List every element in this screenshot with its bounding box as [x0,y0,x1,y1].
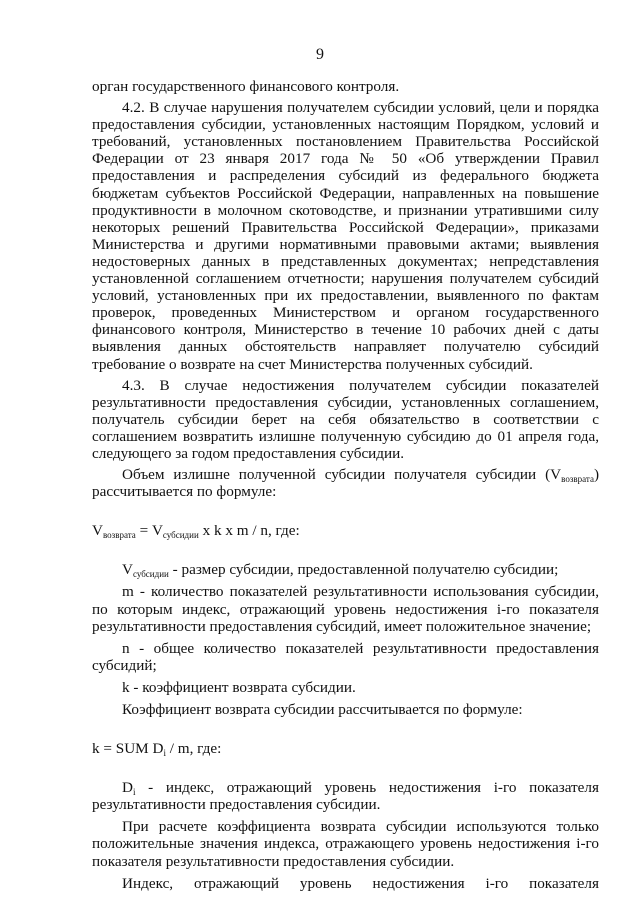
paragraph-4-3: 4.3. В случае недостижения получателем субсидии показателей результативности предоставления субсидии, установленных соглашением, получатель субсидии берет на себя обязательство в соответствии с соглашением возвратить излишне полученную субсидию до 01 апреля года, следующего за годом предоставления субсидии. [92,376,599,462]
definition-d [92,779,599,813]
definition-text: - размер субсидии, предоставленной получателю субсидии; [168,561,559,579]
formula-operator: = [135,522,152,540]
formula-symbol: V [92,522,103,540]
text-fragment: ) рассчитывается по формуле: [92,466,599,501]
subscript: возврата [561,474,594,485]
formula-symbol: V [151,522,163,540]
subscript: субсидии [162,530,199,541]
formula-left: k = SUM D [92,740,164,758]
paragraph-4-2: 4.2. В случае нарушения получателем субсидии условий, цели и порядка предоставления субсидии, установленных настоящим Порядком, условий и требований, установленных постановлением Правительства Российской Федерации от 23 января 2017 года № 50 «Об утверждении Правил предоставления и распределения субсидий из федерального бюджета бюджетам субъектов Российской Федерации, направленных на повышение продуктивности в молочном скотоводстве, и признании утратившими силу некоторых решений Правительства Российской Федерации», приказами Министерства и другими нормативными правовыми актами; выявления недостоверных данных в представленных документах; непредставления установленной соглашением отчетности; нарушения получателем субсидий условий, установленных при их предоставлении, выявленного по фактам проверок, проведенных Министерством и органом государственного финансового контроля, Министерство в течение 10 рабочих дней с даты выявления данных обстоятельств направляет получателю субсидий требование о возврате на счет Министерства полученных субсидий. [92,99,599,373]
subscript: возврата [102,530,136,541]
subscript: i [163,748,166,759]
definition-symbol: V [122,561,133,579]
definition-symbol: D [122,779,133,797]
formula-refund-volume [92,522,599,539]
definition-n: n - общее количество показателей результативности предоставления субсидий; [92,639,599,674]
formula-rest: / m, где: [165,740,222,758]
text-fragment: Объем излишне полученной субсидии получателя субсидии (V [122,466,562,484]
paragraph-index: Индекс, отражающий уровень недостижения i-го показателя [122,874,599,892]
subscript: субсидии [132,569,169,580]
formula-coefficient [92,740,599,757]
definition-k: k - коэффициент возврата субсидии. [122,678,356,696]
paragraph-coefficient-intro: Коэффициент возврата субсидии рассчитывается по формуле: [122,701,523,718]
definition-v-subsidy [92,561,599,578]
paragraph-continuation: орган государственного финансового контроля. [92,78,400,95]
formula-rest: x k x m / n, где: [198,522,300,540]
paragraph-calculation: При расчете коэффициента возврата субсидии используются только положительные значения индекса, отражающего уровень недостижения i-го показателя результативности предоставления субсидии. [92,818,599,870]
document-body [92,78,599,892]
page-number: 9 [316,46,324,63]
definition-m: m - количество показателей результативности использования субсидии, по которым индекс, отражающий уровень недостижения i-го показателя результативности предоставления субсидий, имеет положительное значение; [92,583,599,635]
paragraph-volume-intro [92,466,599,500]
definition-text: - индекс, отражающий уровень недостижения i-го показателя результативности предоставления субсидии. [92,779,599,814]
subscript: i [132,787,136,798]
